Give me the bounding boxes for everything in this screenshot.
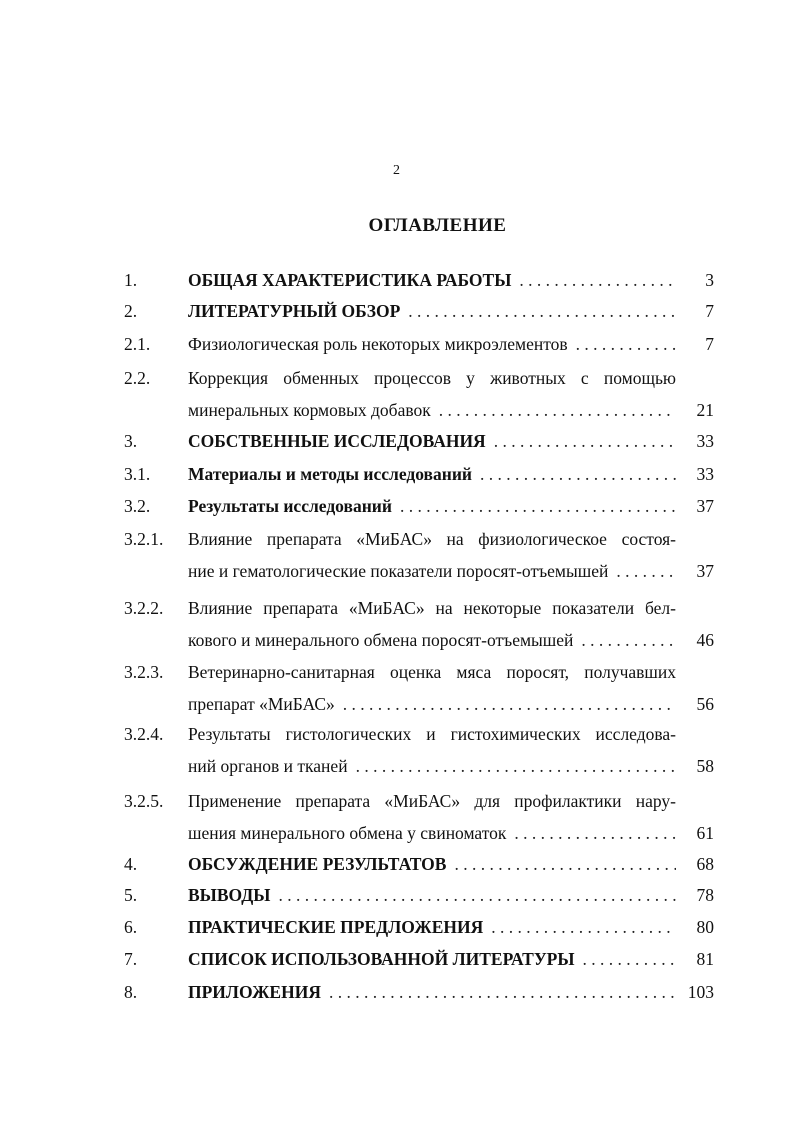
toc-entry-number: 7. [124, 949, 138, 969]
toc-entry-title: ПРАКТИЧЕСКИЕ ПРЕДЛОЖЕНИЯ [188, 917, 484, 937]
toc-entry-page: 37 [696, 561, 714, 581]
toc-entry-number: 3.2.3. [124, 662, 164, 682]
toc-entry-number: 6. [124, 917, 138, 937]
toc-entry-title: Результаты гистологических и гистохимических исследова- [188, 724, 676, 744]
dot-leader [400, 495, 676, 517]
toc-entry-page: 78 [696, 885, 714, 905]
toc-entry-page: 3 [705, 270, 714, 290]
toc-entry-title: кового и минерального обмена поросят-отъемышей [188, 630, 574, 650]
toc-entry-title: Влияние препарата «МиБАС» на некоторые показатели бел- [188, 598, 676, 618]
toc-entry-title: ОБЩАЯ ХАРАКТЕРИСТИКА РАБОТЫ [188, 270, 512, 290]
toc-entry-page: 68 [696, 854, 714, 874]
toc-entry-number: 3.1. [124, 464, 151, 484]
dot-leader [576, 333, 676, 355]
toc-entry-page: 33 [696, 464, 714, 484]
toc-entry-title: препарат «МиБАС» [188, 694, 335, 714]
toc-entry-number: 4. [124, 854, 138, 874]
dot-leader [519, 269, 676, 291]
dot-leader [329, 981, 676, 1003]
dot-leader [581, 629, 676, 651]
toc-entry-number: 3.2.1. [124, 529, 164, 549]
toc-entry-page: 80 [696, 917, 714, 937]
toc-entry-number: 2.2. [124, 368, 151, 388]
toc-entry-number: 8. [124, 982, 138, 1002]
toc-entry-number: 3.2.2. [124, 598, 164, 618]
toc-entry-page: 58 [696, 756, 714, 776]
toc-entry-title: Влияние препарата «МиБАС» на физиологическое состоя- [188, 529, 676, 549]
toc-entry-page: 103 [687, 982, 714, 1002]
toc-entry-title: минеральных кормовых добавок [188, 400, 431, 420]
toc-entry-title: шения минерального обмена у свиноматок [188, 823, 507, 843]
dot-leader [494, 430, 676, 452]
toc-entry-title: СПИСОК ИСПОЛЬЗОВАННОЙ ЛИТЕРАТУРЫ [188, 949, 575, 969]
toc-entry-title: СОБСТВЕННЫЕ ИССЛЕДОВАНИЯ [188, 431, 486, 451]
toc-entry-page: 61 [696, 823, 714, 843]
toc-entry-page: 81 [696, 949, 714, 969]
page-number: 2 [393, 163, 400, 178]
dot-leader [439, 399, 676, 421]
toc-entry-number: 2.1. [124, 334, 151, 354]
toc-entry-title: ОБСУЖДЕНИЕ РЕЗУЛЬТАТОВ [188, 854, 447, 874]
toc-entry-title: ЛИТЕРАТУРНЫЙ ОБЗОР [188, 301, 401, 321]
toc-entry-title: ПРИЛОЖЕНИЯ [188, 982, 321, 1002]
toc-entry-number: 3.2.4. [124, 724, 164, 744]
dot-leader [514, 822, 676, 844]
toc-entry-title: ВЫВОДЫ [188, 885, 271, 905]
toc-entry-page: 33 [696, 431, 714, 451]
toc-entry-page: 21 [696, 400, 714, 420]
toc-entry-title: ние и гематологические показатели поросят-отъемышей [188, 561, 609, 581]
toc-entry-page: 46 [696, 630, 714, 650]
toc-entry-number: 3.2.5. [124, 791, 164, 811]
toc-entry-page: 7 [705, 334, 714, 354]
toc-entry-title: Применение препарата «МиБАС» для профилактики нару- [188, 791, 676, 811]
toc-entry-page: 37 [696, 496, 714, 516]
dot-leader [616, 560, 676, 582]
toc-entry-title: Материалы и методы исследований [188, 464, 472, 484]
dot-leader [408, 300, 676, 322]
toc-entry-page: 56 [696, 694, 714, 714]
dot-leader [279, 884, 677, 906]
toc-entry-title: ний органов и тканей [188, 756, 348, 776]
toc-entry-page: 7 [705, 301, 714, 321]
toc-entry-title: Ветеринарно-санитарная оценка мяса поросят, получавших [188, 662, 676, 682]
dot-leader [454, 853, 676, 875]
page-title: ОГЛАВЛЕНИЕ [368, 215, 507, 236]
toc-entry-title: Результаты исследований [188, 496, 392, 516]
toc-entry-title: Физиологическая роль некоторых микроэлементов [188, 334, 568, 354]
dot-leader [491, 916, 676, 938]
toc-entry-number: 2. [124, 301, 138, 321]
dot-leader [356, 755, 676, 777]
dot-leader [583, 948, 676, 970]
toc-entry-number: 3. [124, 431, 138, 451]
toc-entry-title: Коррекция обменных процессов у животных с помощью [188, 368, 676, 388]
dot-leader [343, 693, 676, 715]
toc-entry-number: 5. [124, 885, 138, 905]
toc-entry-number: 1. [124, 270, 138, 290]
toc-entry-number: 3.2. [124, 496, 151, 516]
dot-leader [480, 463, 676, 485]
